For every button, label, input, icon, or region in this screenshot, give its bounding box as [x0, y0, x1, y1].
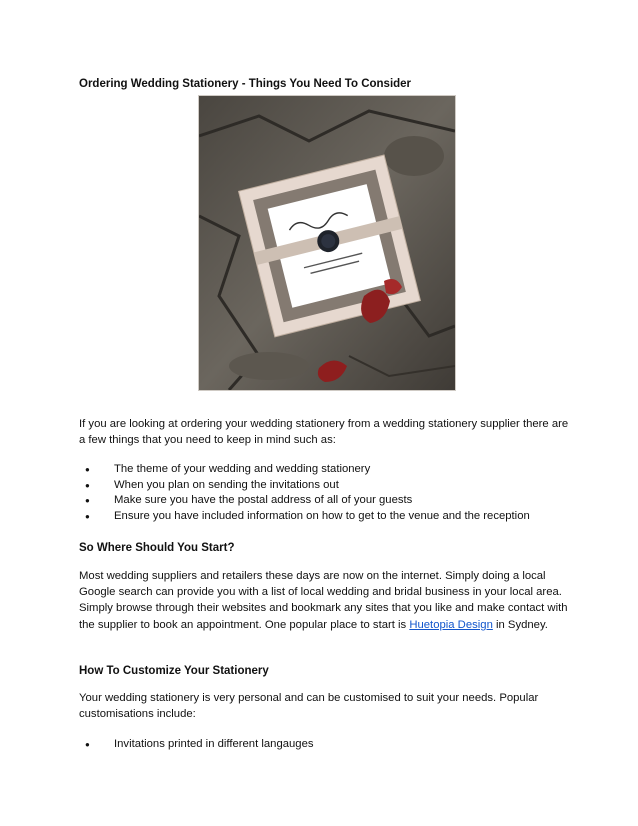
intro-paragraph: If you are looking at ordering your wedding stationery from a wedding stationery supplier there are a few things that you need to keep in mind such as: — [79, 418, 569, 447]
invitation-photo-icon — [199, 96, 455, 390]
section-heading-customize: How To Customize Your Stationery — [79, 665, 269, 677]
customize-paragraph: Your wedding stationery is very personal and can be customised to suit your needs. Popular customisations include: — [79, 692, 539, 721]
page-title: Ordering Wedding Stationery - Things You Need To Consider — [79, 78, 412, 90]
list-item: ● When you plan on sending the invitations out — [79, 478, 569, 494]
start-paragraph: Most wedding suppliers and retailers these days are now on the internet. Simply doing a local Google search can provide you with a list of local wedding and bridal business in your local area. Simply browse through their websites and bookmark any sites that you like and make contact with the supplier to book an appointment. One popular place to start is Huetopia Design in Sydney. — [79, 570, 568, 631]
customisations-list — [79, 737, 569, 753]
considerations-list — [79, 462, 569, 524]
bullet-icon: ● — [85, 465, 90, 474]
bullet-icon: ● — [85, 740, 90, 749]
list-item: ● The theme of your wedding and wedding stationery — [79, 462, 569, 478]
bullet-icon: ● — [85, 480, 90, 490]
bullet-icon: ● — [85, 496, 90, 506]
list-item: ● Make sure you have the postal address of all of your guests — [79, 493, 569, 509]
bullet-icon: ● — [85, 511, 90, 521]
list-item: ● Invitations printed in different langauges — [79, 737, 569, 753]
huetopia-design-link[interactable]: Huetopia Design — [409, 618, 493, 631]
wedding-invitation-photo — [198, 95, 456, 391]
list-item: ● Ensure you have included information on how to get to the venue and the reception — [79, 509, 569, 525]
section-heading-start: So Where Should You Start? — [79, 542, 235, 554]
